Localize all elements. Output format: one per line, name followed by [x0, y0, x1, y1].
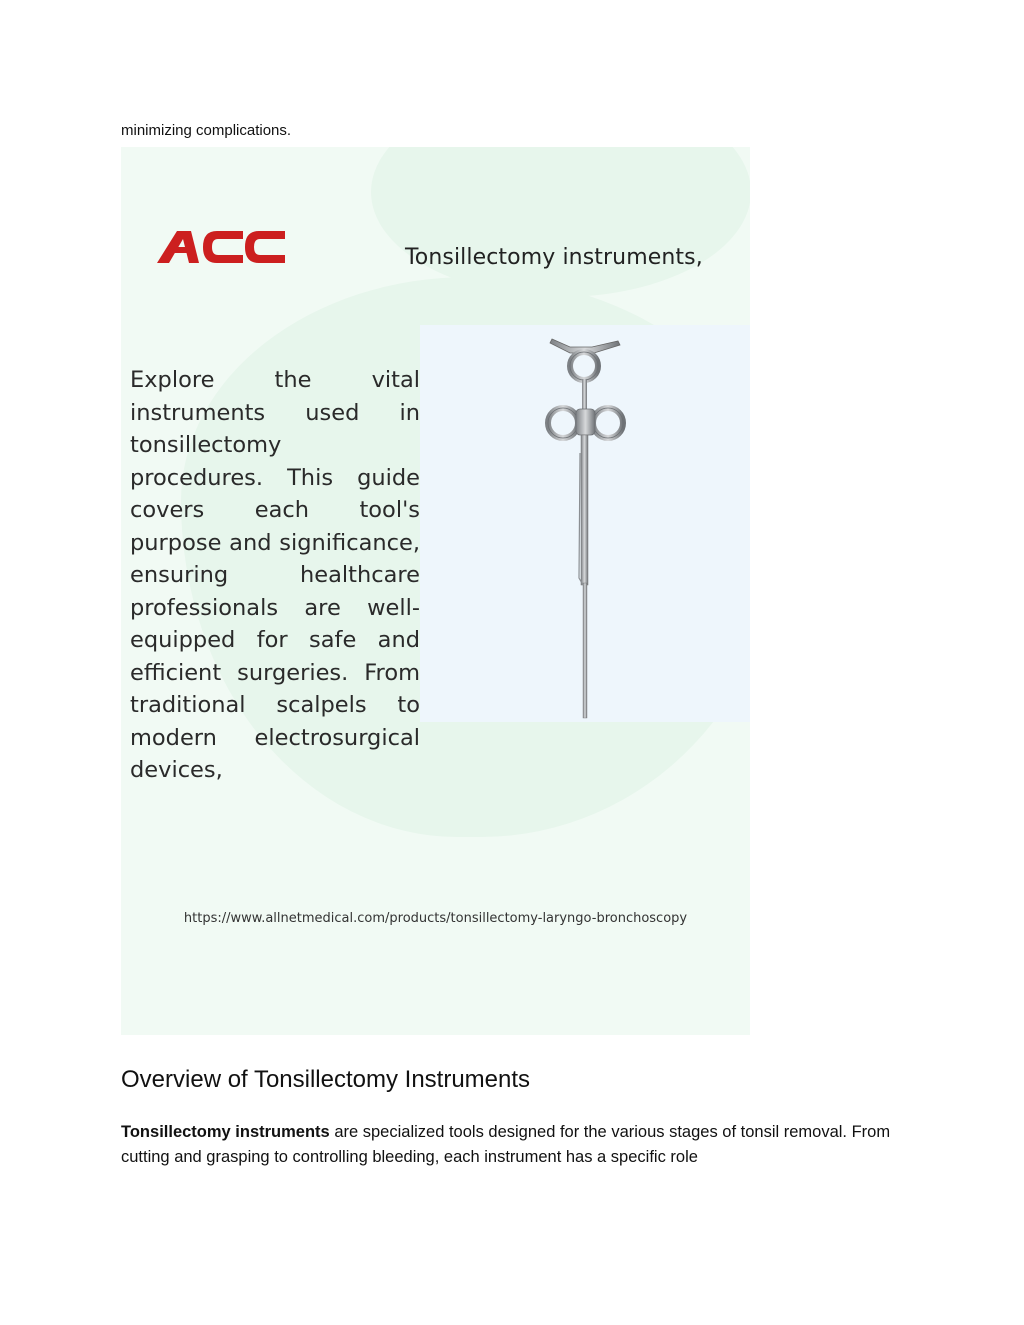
- tonsil-snare-instrument-image: [530, 333, 650, 723]
- top-text: minimizing complications.: [121, 122, 292, 139]
- section-heading: Overview of Tonsillectomy Instruments: [121, 1066, 531, 1093]
- bold-lead: Tonsillectomy instruments: [121, 1123, 330, 1141]
- product-image-panel: [420, 325, 750, 722]
- paragraph-body: are specialized tools designed for the various stages of tonsil removal. From cutting and grasping to controlling bleeding, each instrument has a specific role: [121, 1123, 891, 1166]
- banner-description: Explore the vital instruments used in tonsillectomy procedures. This guide covers each tool's purpose and significance, ensuring healthcare professionals are well-equipped for safe and efficient surgeries. From traditional scalpels to modern electrosurgical devices,: [130, 367, 420, 783]
- acc-logo: [155, 227, 287, 265]
- banner-image: [121, 147, 750, 1035]
- banner-title: Tonsillectomy instruments,: [405, 245, 703, 270]
- section-paragraph: [121, 1120, 911, 1170]
- background-blob: [371, 147, 750, 297]
- banner-url: https://www.allnetmedical.com/products/tonsillectomy-laryngo-bronchoscopy: [183, 911, 688, 926]
